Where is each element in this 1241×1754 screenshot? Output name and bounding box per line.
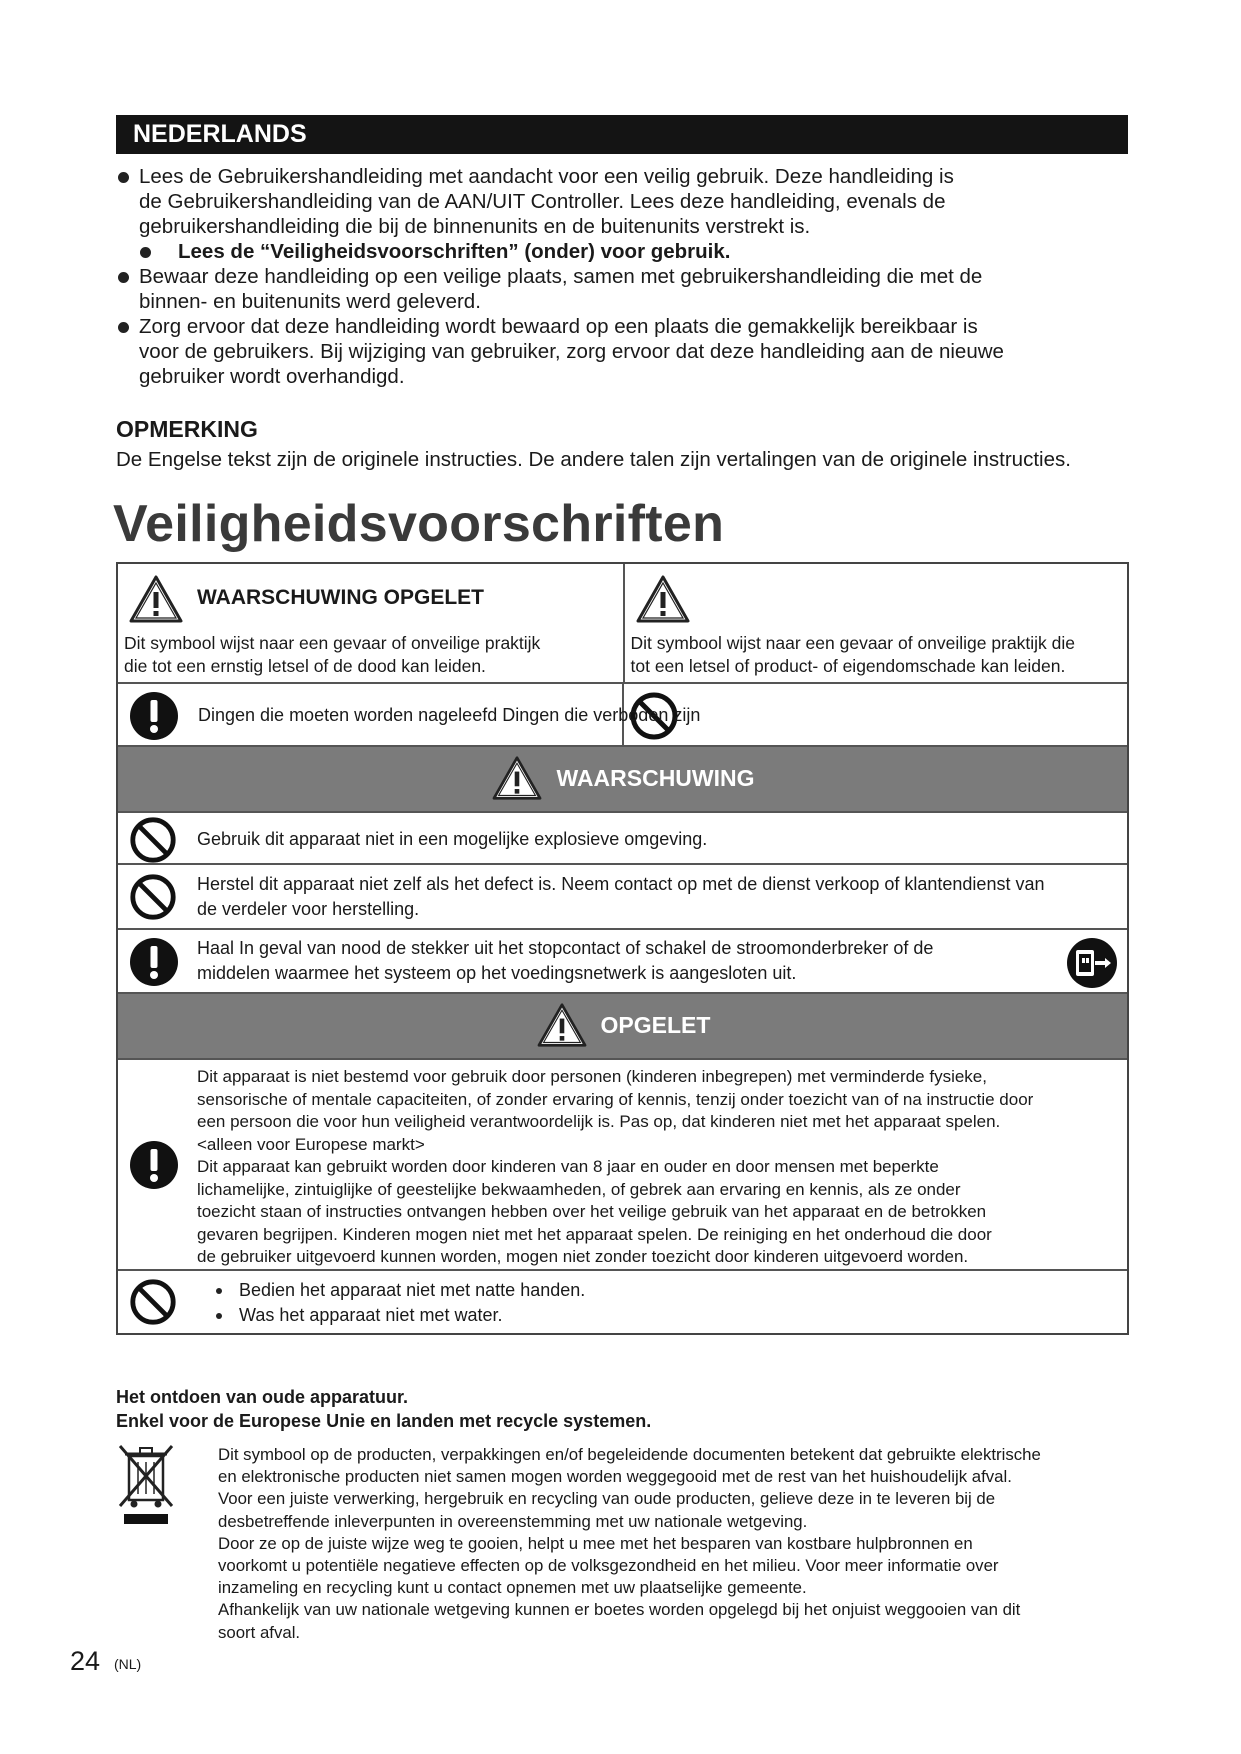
list-item: Was het apparaat niet met water.: [213, 1303, 585, 1328]
caution-bullets: [213, 1278, 585, 1328]
caution-triangle-icon: [535, 1002, 589, 1048]
mandatory-icon: [128, 1139, 180, 1191]
legend-warning-cell: [118, 564, 623, 682]
legend-symbols-text: Dingen die moeten worden nageleefd Dingen die verboden zijn: [198, 705, 701, 725]
page-number: 24: [70, 1646, 101, 1676]
list-item: Bedien het apparaat niet met natte handen.: [213, 1278, 585, 1303]
intro-item: Lees de Gebruikershandleiding met aandacht voor een veilig gebruik. Deze handleiding is de Gebruikershandleiding van de AAN/UIT Controller. Lees deze handleiding, evenals de gebruikershandleiding die bij de binnenunits en de buitenunits verstrekt is.: [116, 164, 1128, 239]
legend-warning-label: WAARSCHUWING OPGELET: [197, 586, 484, 609]
warning-text: Haal In geval van nood de stekker uit het stopcontact of schakel de stroomonderbreker of de middelen waarmee het systeem op het voedingsnetwerk is aangesloten uit.: [197, 938, 934, 983]
warning-row: [118, 863, 1127, 928]
opmerking-text: De Engelse tekst zijn de originele instructies. De andere talen zijn vertalingen van de originele instructies.: [116, 448, 1071, 471]
warning-row: [118, 928, 1127, 992]
intro-item: Zorg ervoor dat deze handleiding wordt bewaard op een plaats die gemakkelijk bereikbaar is voor de gebruikers. Bij wijziging van gebruiker, zorg ervoor dat deze handleiding aan de nieuwe gebruiker wordt overhandigd.: [116, 314, 1128, 389]
legend-row: [118, 564, 1127, 682]
warning-band: [118, 745, 1127, 811]
disposal-subheading: Enkel voor de Europese Unie en landen met recycle systemen.: [116, 1411, 652, 1431]
warning-row: [118, 811, 1127, 863]
caution-triangle-icon: [635, 574, 691, 624]
page-title: Veiligheidsvoorschriften: [113, 495, 725, 553]
language-bar: NEDERLANDS: [116, 115, 1128, 154]
intro-item: Bewaar deze handleiding op een veilige plaats, samen met gebruikershandleiding die met de binnen- en buitenunits werd geleverd.: [116, 264, 1128, 314]
weee-bin-icon: [116, 1442, 176, 1526]
caution-row: [118, 1269, 1127, 1333]
warning-triangle-icon: [490, 755, 544, 801]
disposal-heading: Het ontdoen van oude apparatuur.: [116, 1387, 409, 1407]
unplug-icon: [1065, 936, 1119, 990]
caution-band: [118, 992, 1127, 1058]
page-language: (NL): [114, 1656, 142, 1672]
legend-warning-desc: Dit symbool wijst naar een gevaar of onveilige praktijk die tot een ernstig letsel of de dood kan leiden.: [124, 633, 541, 676]
legend-caution-cell: [623, 564, 1128, 682]
disposal-text: Dit symbool op de producten, verpakkingen en/of begeleidende documenten betekent dat gebruikte elektrische en elektronische producten niet samen mogen worden weggegooid met de rest van het huishoudelijk afval. Voor een juiste verwerking, hergebruik en recycling van oude producten, gelieve deze in te leveren bij de desbetreffende inleverpunten in overeenstemming met uw nationale wetgeving. Door ze op de juiste wijze weg te gooien, helpt u mee met het besparen van kostbare hulpbronnen en voorkomt u potentiële negatieve effecten op de volksgezondheid en het milieu. Voor meer informatie over inzameling en recycling kunt u contact opnemen met uw plaatselijke gemeente. Afhankelijk van uw nationale wetgeving kunnen er boetes worden opgelegd bij het onjuist weggooien van dit soort afval.: [218, 1445, 1041, 1642]
warning-text: Herstel dit apparaat niet zelf als het defect is. Neem contact op met de dienst verkoop of klantendienst van de verdeler voor herstelling.: [197, 874, 1045, 919]
mandatory-icon: [128, 690, 180, 742]
caution-band-label: OPGELET: [600, 1011, 711, 1038]
prohibited-icon: [128, 815, 178, 865]
warning-band-label: WAARSCHUWING: [556, 764, 755, 791]
safety-table: [116, 562, 1129, 1335]
opmerking-heading: OPMERKING: [116, 416, 258, 442]
intro-subitem: Lees de “Veiligheidsvoorschriften” (onder) voor gebruik.: [116, 239, 1128, 264]
caution-row: [118, 1058, 1127, 1269]
legend-caution-desc: Dit symbool wijst naar een gevaar of onveilige praktijk die tot een letsel of product- of eigendomschade kan leiden.: [630, 633, 1076, 676]
prohibited-icon: [128, 872, 178, 922]
warning-triangle-icon: [128, 574, 184, 624]
warning-text: Gebruik dit apparaat niet in een mogelijke explosieve omgeving.: [197, 829, 708, 849]
prohibited-icon: [128, 1277, 178, 1327]
legend-symbols-row: [118, 682, 1127, 745]
intro-list: [116, 164, 1128, 389]
mandatory-icon: [128, 936, 180, 988]
caution-text: Dit apparaat is niet bestemd voor gebruik door personen (kinderen inbegrepen) met verminderde fysieke, sensorische of mentale capaciteiten, of zonder ervaring of kennis, tenzij onder toezicht van of na instructie door een persoon die voor hun veiligheid verantwoordelijk is. Pas op, dat kinderen niet met het apparaat spelen. <alleen voor Europese markt> Dit apparaat kan gebruikt worden door kinderen van 8 jaar en ouder en door mensen met beperkte lichamelijke, zintuiglijke of geestelijke bekwaamheden, of gebrek aan ervaring en kennis, als ze onder toezicht staan of instructies ontvangen hebben over het veilige gebruik van het apparaat en de betrokken gevaren begrijpen. Kinderen mogen niet met het apparaat spelen. De reiniging en het onderhoud die door de gebruiker uitgevoerd kunnen worden, mogen niet zonder toezicht door kinderen uitgevoerd worden.: [197, 1067, 1034, 1266]
